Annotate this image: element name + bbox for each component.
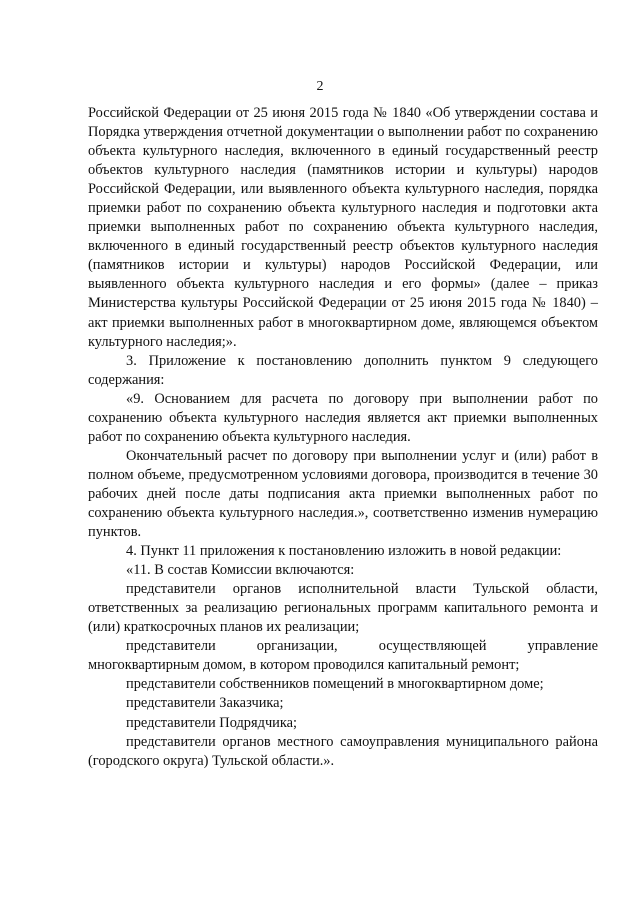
page-number: 2 [316, 79, 324, 94]
paragraph: представители собственников помещений в многоквартирном доме; [126, 676, 544, 693]
paragraph: Российской Федерации от 25 июня 2015 года № 1840 «Об утверждении состава и Порядка утверждения отчетной документации о выполнении работ по сохранению объекта культурного наследия, включенного в единый государственный реестр объектов культурного наследия (памятников истории и культуры) народов Российской Федерации, или выявленного объекта культурного наследия, порядка приемки работ по сохранению объекта культурного наследия и подготовки акта приемки выполненных работ по сохранению объекта культурного наследия, включенного в единый государственный реестр объектов культурного наследия (памятников истории и культуры) народов Российской Федерации, или выявленного объекта культурного наследия и его формы» (далее – приказ Министерства культуры Российской Федерации от 25 июня 2015 года № 1840) – акт приемки выполненных работ в многоквартирном доме, являющемся объектом культурного наследия;». [88, 105, 598, 350]
paragraph: «11. В состав Комиссии включаются: [126, 562, 355, 579]
paragraph: Окончательный расчет по договору при выполнении услуг и (или) работ в полном объеме, предусмотренном условиями договора, производится в течение 30 рабочих дней после даты подписания акта приемки выполненных работ по сохранению объекта культурного наследия.», соответственно изменив нумерацию пунктов. [88, 447, 598, 541]
paragraph: 4. Пункт 11 приложения к постановлению изложить в новой редакции: [126, 543, 562, 560]
paragraph: представители органов местного самоуправления муниципального района (городского округа) Тульской области.». [88, 733, 598, 769]
paragraph: представители организации, осуществляющей управление многоквартирным домом, в котором проводился капитальный ремонт; [88, 638, 598, 674]
paragraph: представители Подрядчика; [126, 714, 298, 731]
paragraph: «9. Основанием для расчета по договору при выполнении работ по сохранению объекта культурного наследия является акт приемки выполненных работ по сохранению объекта культурного наследия. [88, 390, 598, 445]
paragraph: представители Заказчика; [126, 695, 284, 712]
paragraph: представители органов исполнительной власти Тульской области, ответственных за реализацию региональных программ капитального ремонта и (или) краткосрочных планов их реализации; [88, 581, 598, 636]
paragraph: 3. Приложение к постановлению дополнить пунктом 9 следующего содержания: [88, 352, 598, 388]
document-body [88, 104, 598, 771]
